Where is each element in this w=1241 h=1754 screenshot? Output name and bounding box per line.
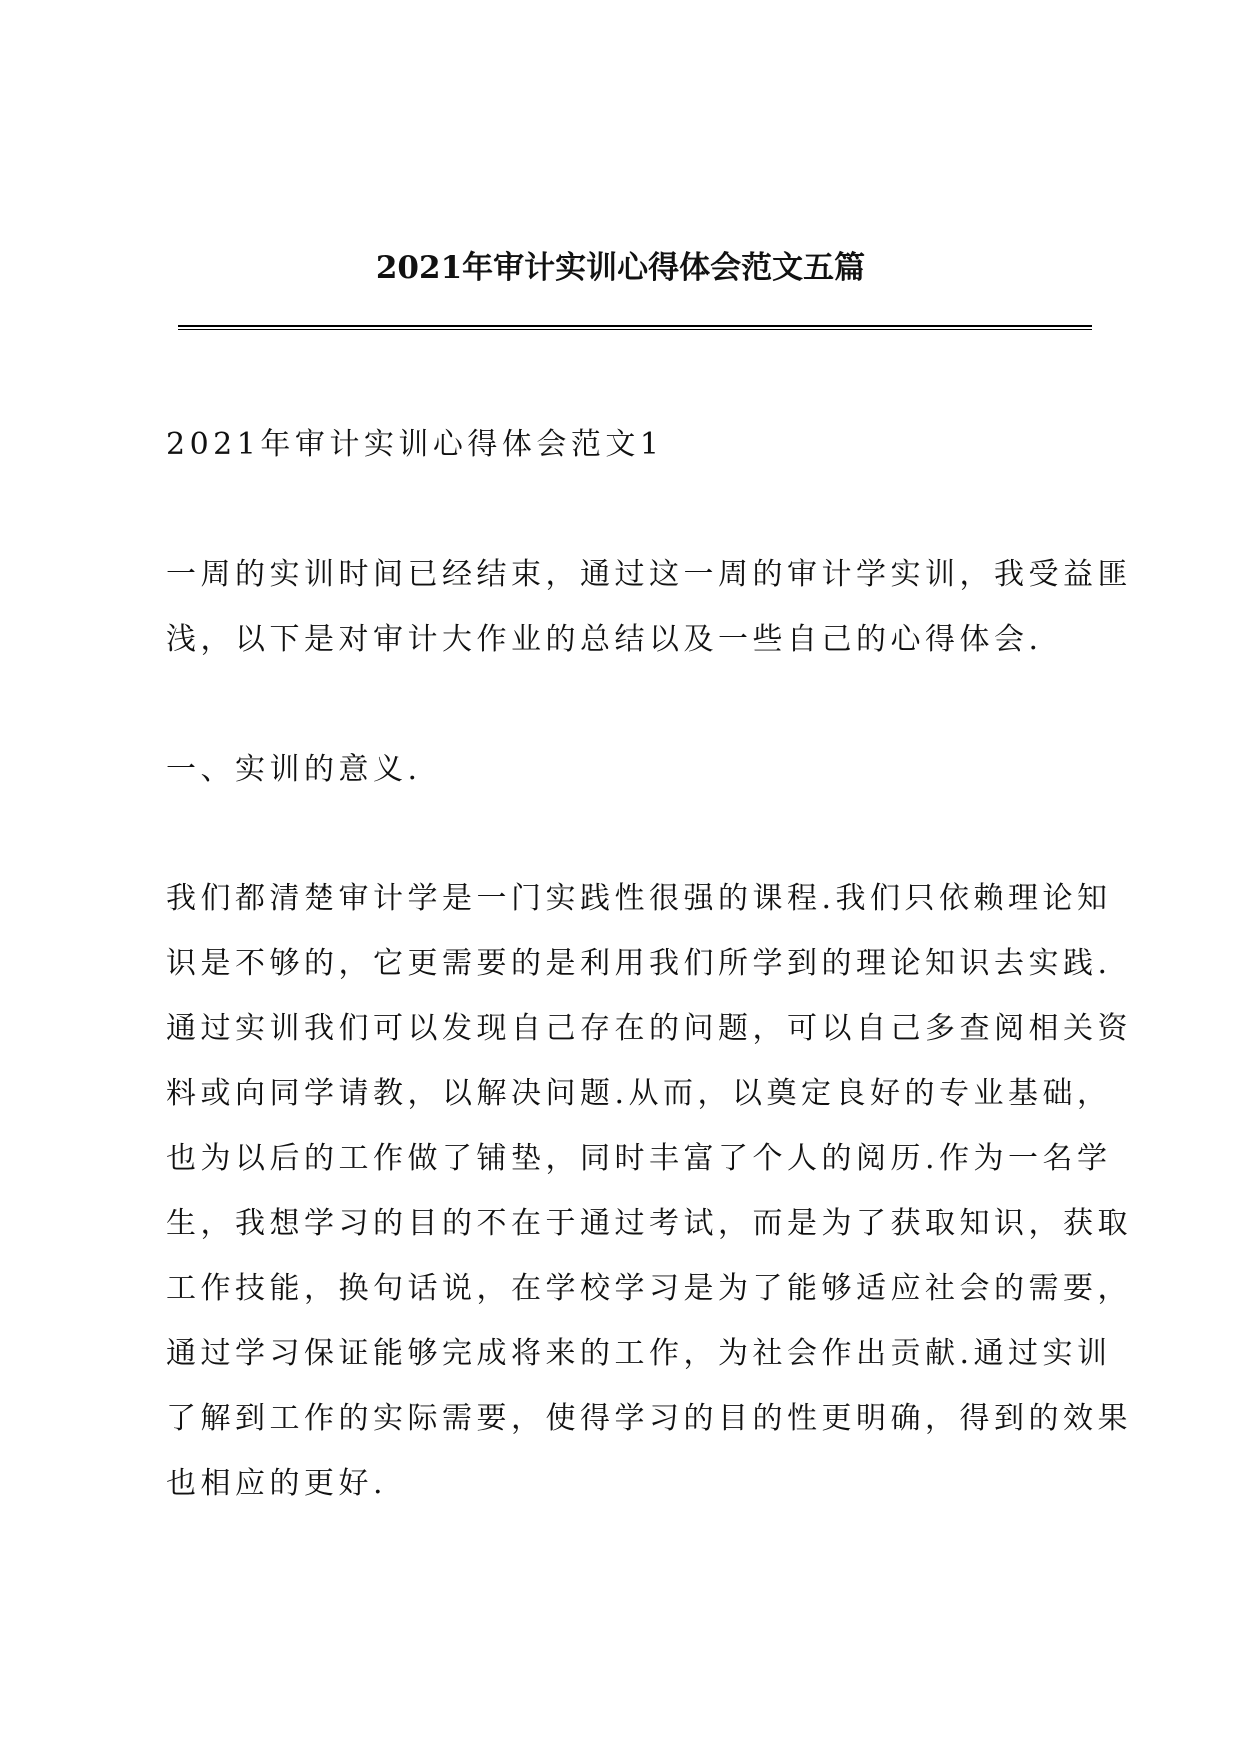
subheading: 一、实训的意义. (166, 752, 422, 787)
body-line: 识是不够的，它更需要的是利用我们所学到的理论知识去实践. (166, 946, 1112, 981)
body-line: 料或向同学请教，以解决问题.从而，以奠定良好的专业基础， (166, 1076, 1112, 1111)
intro-line: 一周的实训时间已经结束，通过这一周的审计学实训，我受益匪 (166, 557, 1132, 592)
body-line: 工作技能，换句话说，在学校学习是为了能够适应社会的需要， (166, 1271, 1132, 1306)
body-line: 通过实训我们可以发现自己存在的问题，可以自己多查阅相关资 (166, 1011, 1132, 1046)
page-title: 2021年审计实训心得体会范文五篇 (375, 250, 866, 286)
title-divider (178, 325, 1092, 330)
body-line: 生，我想学习的目的不在于通过考试，而是为了获取知识，获取 (166, 1206, 1132, 1241)
intro-line: 浅，以下是对审计大作业的总结以及一些自己的心得体会. (166, 622, 1043, 657)
body-line: 也为以后的工作做了铺垫，同时丰富了个人的阅历.作为一名学 (166, 1141, 1112, 1176)
body-line: 通过学习保证能够完成将来的工作，为社会作出贡献.通过实训 (166, 1336, 1112, 1371)
body-line: 我们都清楚审计学是一门实践性很强的课程.我们只依赖理论知 (166, 881, 1112, 916)
body-line: 了解到工作的实际需要，使得学习的目的性更明确，得到的效果 (166, 1401, 1132, 1436)
body-line: 也相应的更好. (166, 1466, 388, 1501)
section-heading: 2021年审计实训心得体会范文1 (166, 427, 664, 462)
